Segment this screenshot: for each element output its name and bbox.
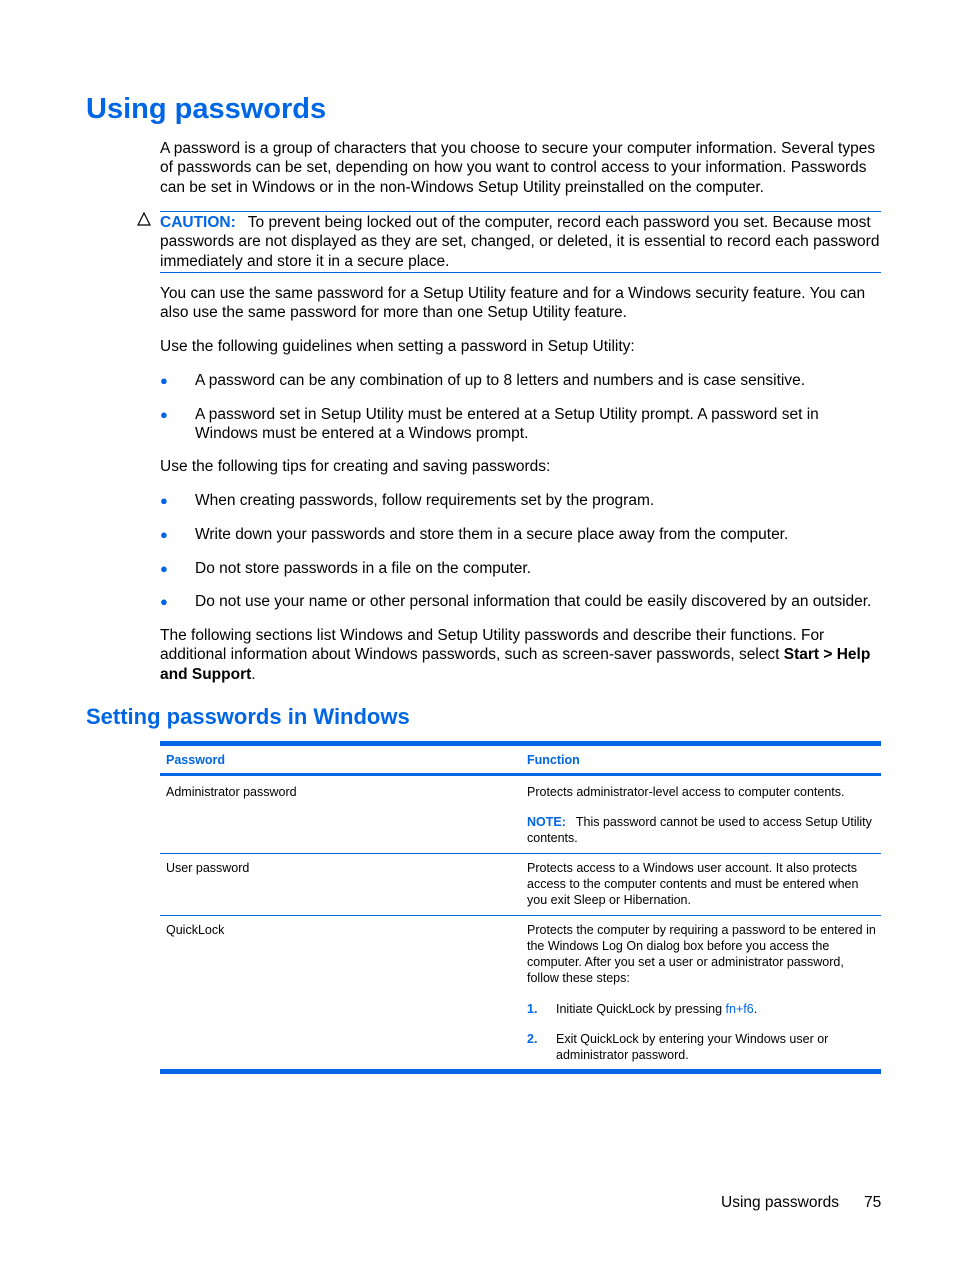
table-cell-function: Protects the computer by requiring a password to be entered in the Windows Log On dialog box before you access the computer. After you set a user or administrator password, follow these steps:: [527, 923, 876, 985]
table-cell-password: User password: [166, 861, 250, 875]
table-cell-password: QuickLock: [166, 923, 225, 937]
bullet-icon: ●: [160, 407, 168, 422]
page-title: Using passwords: [86, 93, 327, 125]
table-row-rule: [160, 853, 881, 854]
step-text: [556, 1001, 876, 1017]
key-combination: fn+f6: [725, 1002, 754, 1016]
same-password-paragraph: You can use the same password for a Setup Utility feature and for a Windows security feature. You can also use the same password for more than one Setup Utility feature.: [160, 285, 866, 322]
step-text-main: Initiate QuickLock by pressing: [556, 1002, 726, 1016]
caution-triangle-icon: [137, 212, 151, 226]
step-number: 1.: [527, 1002, 538, 1016]
tip-item: When creating passwords, follow requirements set by the program.: [195, 492, 655, 509]
table-top-rule: [160, 741, 881, 746]
caution-label: CAUTION:: [160, 214, 236, 231]
table-header-function: Function: [527, 753, 580, 767]
guideline-item: A password set in Setup Utility must be entered at a Setup Utility prompt. A password set in Windows must be entered at a Windows prompt.: [195, 406, 819, 443]
step-text: Exit QuickLock by entering your Windows user or administrator password.: [556, 1032, 829, 1062]
bullet-icon: ●: [160, 493, 168, 508]
bullet-icon: ●: [160, 373, 168, 388]
tip-item: Do not store passwords in a file on the computer.: [195, 560, 532, 577]
table-header-rule: [160, 773, 881, 776]
sections-paragraph-text: The following sections list Windows and Setup Utility passwords and describe their functions. For additional information about Windows passwords, such as screen-saver passwords, select: [160, 627, 825, 664]
bullet-icon: ●: [160, 527, 168, 542]
tip-item: Write down your passwords and store them in a secure place away from the computer.: [195, 526, 789, 543]
section-title: Setting passwords in Windows: [86, 704, 410, 729]
guidelines-intro: Use the following guidelines when setting a password in Setup Utility:: [160, 338, 635, 355]
sections-paragraph-end: .: [251, 665, 256, 683]
guideline-item: A password can be any combination of up to 8 letters and numbers and is case sensitive.: [195, 372, 806, 389]
note-text: This password cannot be used to access Setup Utility contents.: [527, 815, 872, 845]
step-number: 2.: [527, 1032, 538, 1046]
table-row-rule: [160, 915, 881, 916]
tip-item: Do not use your name or other personal information that could be easily discovered by an outsider.: [195, 593, 872, 610]
bullet-icon: ●: [160, 594, 168, 609]
bullet-icon: ●: [160, 561, 168, 576]
caution-text: To prevent being locked out of the computer, record each password you set. Because most passwords are not displayed as they are set, changed, or deleted, it is essential to record each password immediately and store it in a secure place.: [160, 214, 880, 270]
table-cell-function: Protects administrator-level access to computer contents.: [527, 785, 845, 799]
table-header-password: Password: [166, 753, 226, 767]
table-cell-function: Protects access to a Windows user account. It also protects access to the computer contents and must be entered when you exit Sleep or Hibernation.: [527, 861, 859, 907]
step-text-end: .: [753, 1002, 758, 1016]
help-and-support-path: Start > Help and Support: [160, 646, 871, 683]
table-bottom-rule: [160, 1069, 881, 1074]
caution-box: [160, 211, 881, 273]
table-cell-password: Administrator password: [166, 785, 297, 799]
intro-paragraph: A password is a group of characters that you choose to secure your computer information. Several types of passwords can be set, depending on how you want to control access to your information. Passwords can be set in Windows or in the non-Windows Setup Utility preinstalled on the computer.: [160, 140, 876, 196]
footer-section-name: Using passwords: [721, 1194, 840, 1211]
sections-paragraph: [160, 626, 884, 684]
footer-page-number: 75: [864, 1194, 882, 1211]
table-note: [527, 814, 879, 846]
tips-intro: Use the following tips for creating and saving passwords:: [160, 458, 551, 475]
note-label: NOTE:: [527, 815, 566, 829]
